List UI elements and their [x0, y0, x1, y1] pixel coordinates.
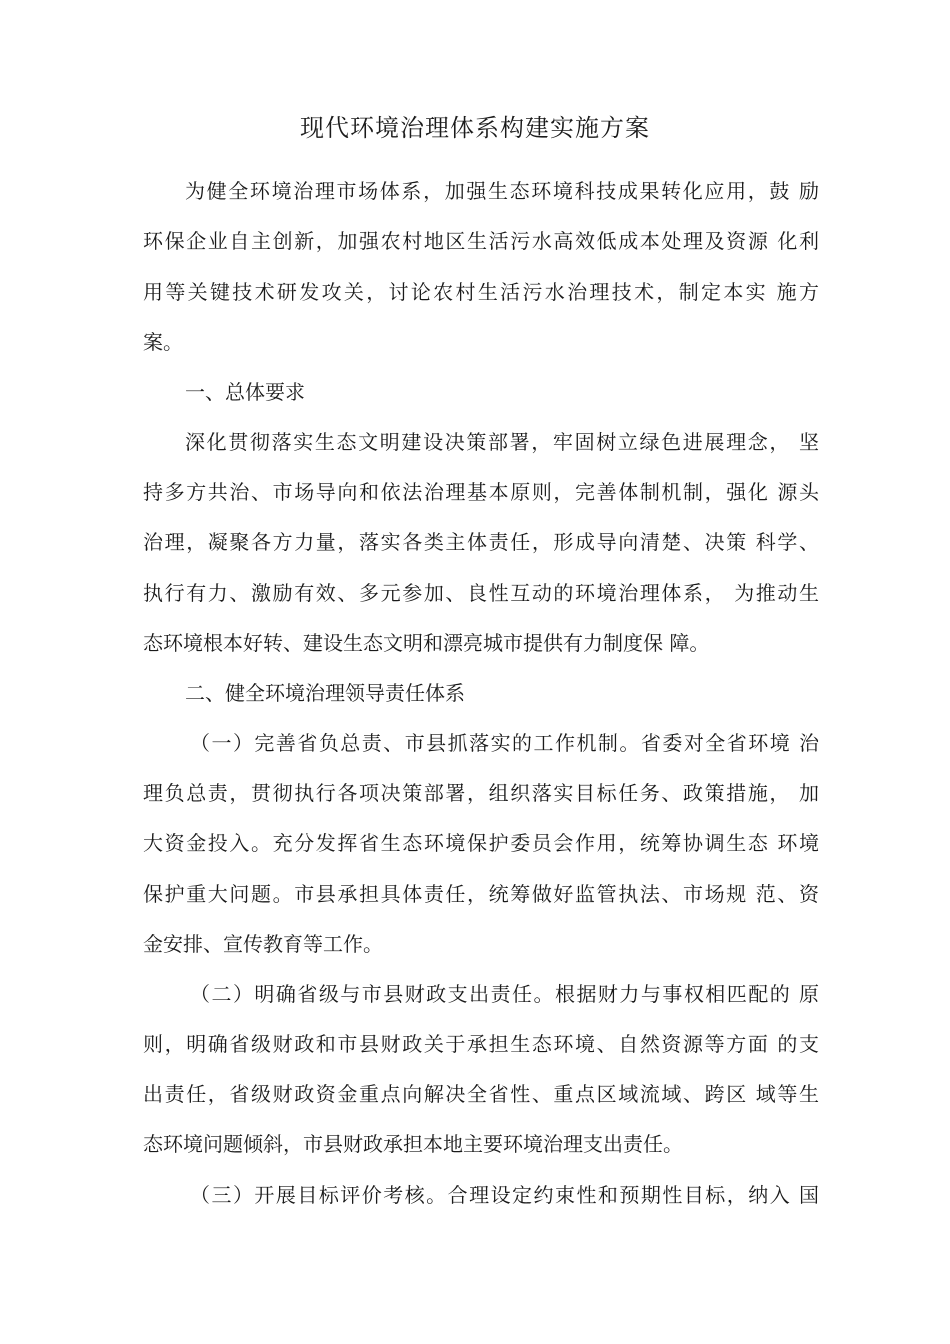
paragraph-line: 治理，凝聚各方力量，落实各类主体责任，形成导向清楚、决策 科学、 [143, 530, 819, 554]
paragraph-line: 深化贯彻落实生态文明建设决策部署，牢固树立绿色进展理念， 坚 [185, 430, 819, 454]
paragraph-line: 用等关键技术研发攻关，讨论农村生活污水治理技术，制定本实 施方 [143, 280, 819, 304]
paragraph-line: （一）完善省负总责、市县抓落实的工作机制。省委对全省环境 治 [190, 731, 819, 755]
paragraph-line: 态环境根本好转、建设生态文明和漂亮城市提供有力制度保 障。 [143, 631, 710, 655]
paragraph-line: 态环境问题倾斜，市县财政承担本地主要环境治理支出责任。 [143, 1132, 683, 1156]
paragraph-line: 环保企业自主创新，加强农村地区生活污水高效低成本处理及资源 化利 [143, 229, 819, 253]
paragraph-line: （二）明确省级与市县财政支出责任。根据财力与事权相匹配的 原 [190, 982, 819, 1006]
document-title: 现代环境治理体系构建实施方案 [300, 114, 650, 142]
paragraph-line: （三）开展目标评价考核。合理设定约束性和预期性目标，纳入 国 [190, 1183, 819, 1207]
section-heading: 二、健全环境治理领导责任体系 [185, 681, 465, 705]
paragraph-line: 理负总责，贯彻执行各项决策部署，组织落实目标任务、政策措施， 加 [143, 781, 819, 805]
section-heading: 一、总体要求 [185, 380, 305, 404]
paragraph-line: 保护重大问题。市县承担具体责任，统筹做好监管执法、市场规 范、资 [143, 882, 819, 906]
paragraph-line: 大资金投入。充分发挥省生态环境保护委员会作用，统筹协调生态 环境 [143, 831, 819, 855]
paragraph-line: 执行有力、激励有效、多元参加、良性互动的环境治理体系， 为推动生 [143, 581, 819, 605]
paragraph-line: 持多方共治、市场导向和依法治理基本原则，完善体制机制，强化 源头 [143, 480, 819, 504]
paragraph-line: 案。 [143, 330, 183, 354]
paragraph-line: 金安排、宣传教育等工作。 [143, 932, 383, 956]
paragraph-line: 出责任，省级财政资金重点向解决全省性、重点区域流域、跨区 域等生 [143, 1082, 819, 1106]
paragraph-line: 则，明确省级财政和市县财政关于承担生态环境、自然资源等方面 的支 [143, 1032, 819, 1056]
paragraph-line: 为健全环境治理市场体系，加强生态环境科技成果转化应用，鼓 励 [185, 179, 819, 203]
